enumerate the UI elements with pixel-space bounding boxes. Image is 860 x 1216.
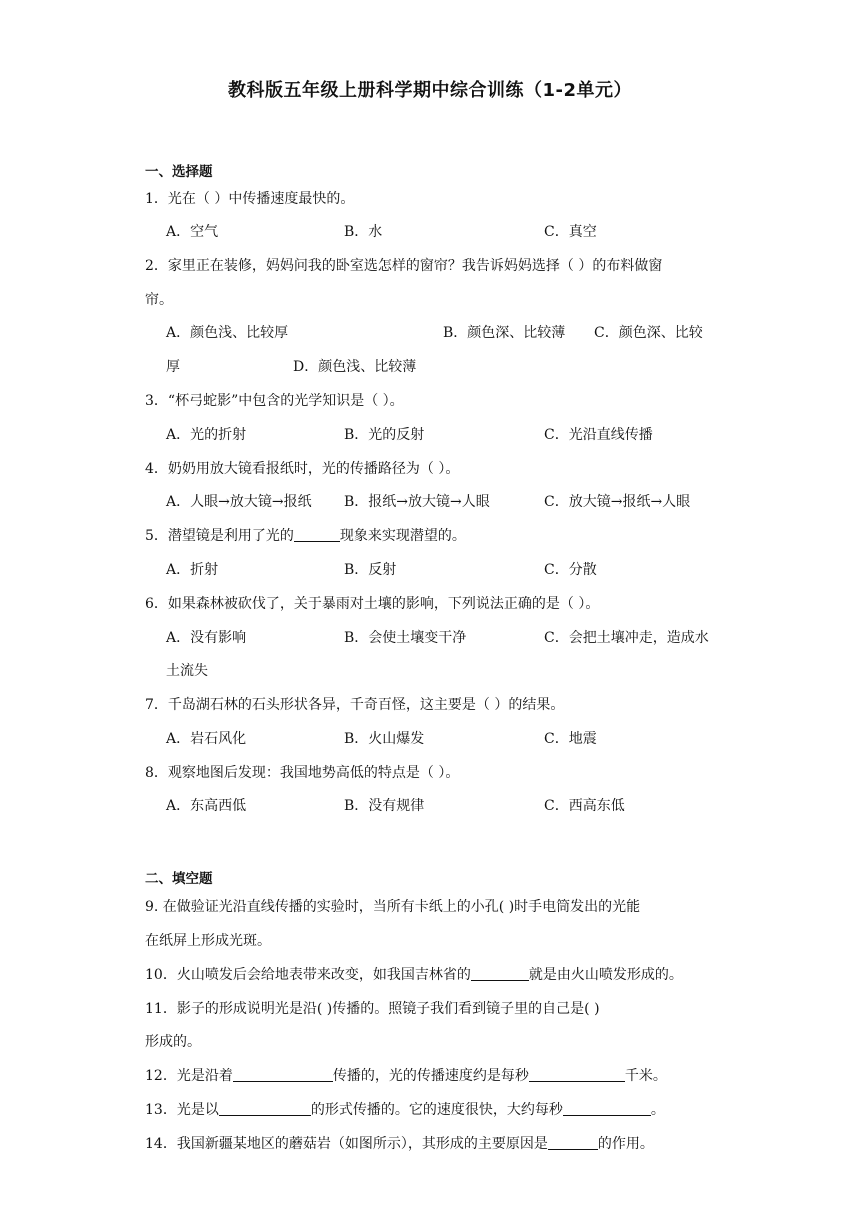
question-6: 6．如果森林被砍伐了，关于暴雨对土壤的影响，下列说法正确的是（ ）。 <box>145 596 600 612</box>
question-7: 7．千岛湖石林的石头形状各异，千奇百怪，这主要是（ ）的结果。 <box>145 697 565 713</box>
q2-option-a: A．颜色浅、比较厚 <box>166 325 289 341</box>
q6-option-b: B．会使土壤变干净 <box>344 630 467 646</box>
q7-option-a: A．岩石风化 <box>166 731 247 747</box>
q3-option-c: C．光沿直线传播 <box>544 427 653 443</box>
q14-pre: 14．我国新疆某地区的蘑菇岩（如图所示），其形成的主要原因是 <box>145 1136 548 1152</box>
q5-stem-pre: 5．潜望镜是利用了光的 <box>145 528 294 544</box>
q12-p3: 千米。 <box>624 1068 667 1084</box>
q8-option-b: B．没有规律 <box>344 798 425 814</box>
q3-option-a: A．光的折射 <box>166 427 247 443</box>
section-choice-title: 一、选择题 <box>145 164 213 180</box>
q2-option-d: D．颜色浅、比较薄 <box>293 359 417 375</box>
q7-option-b: B．火山爆发 <box>344 731 425 747</box>
question-8: 8．观察地图后发现：我国地势高低的特点是（ ）。 <box>145 765 460 781</box>
q2-option-b: B．颜色深、比较薄 <box>443 325 566 341</box>
q5-stem-post: 现象来实现潜望的。 <box>339 528 466 544</box>
q2-option-c: C．颜色深、比较 <box>594 325 703 341</box>
answer-blank <box>471 966 529 981</box>
answer-blank <box>529 1067 625 1082</box>
q2-option-c-cont: 厚 <box>166 359 180 375</box>
question-10 <box>145 964 683 984</box>
q3-option-b: B．光的反射 <box>344 427 425 443</box>
section-fill-title: 二、填空题 <box>145 871 213 887</box>
question-2: 2．家里正在装修，妈妈问我的卧室选怎样的窗帘？我告诉妈妈选择（ ）的布料做窗 <box>145 258 663 274</box>
question-12 <box>145 1065 667 1085</box>
question-4: 4．奶奶用放大镜看报纸时，光的传播路径为（ ）。 <box>145 461 460 477</box>
question-5 <box>145 525 466 545</box>
q5-option-a: A．折射 <box>166 562 219 578</box>
q12-p2: 传播的，光的传播速度约是每秒 <box>332 1068 529 1084</box>
question-14 <box>145 1133 654 1153</box>
answer-blank <box>548 1135 598 1150</box>
q6-option-c: C．会把土壤冲走，造成水 <box>544 630 709 646</box>
q8-option-c: C．西高东低 <box>544 798 625 814</box>
question-2-cont: 帘。 <box>145 292 173 308</box>
page-title: 教科版五年级上册科学期中综合训练（1-2单元） <box>227 80 633 101</box>
q5-option-c: C．分散 <box>544 562 597 578</box>
q10-post: 就是由火山喷发形成的。 <box>528 967 683 983</box>
q13-p2: 的形式传播的。它的速度很快，大约每秒 <box>310 1102 563 1118</box>
q1-option-c: C．真空 <box>544 224 597 240</box>
q10-pre: 10．火山喷发后会给地表带来改变，如我国吉林省的 <box>145 967 471 983</box>
q4-option-b: B．报纸→放大镜→人眼 <box>344 494 490 510</box>
q4-option-a: A．人眼→放大镜→报纸 <box>166 494 312 510</box>
q13-p1: 13．光是以 <box>145 1102 219 1118</box>
question-9-cont: 在纸屏上形成光斑。 <box>145 933 271 949</box>
answer-blank <box>563 1101 651 1116</box>
q1-option-b: B．水 <box>344 224 383 240</box>
answer-blank <box>219 1101 311 1116</box>
question-11-cont: 形成的。 <box>145 1034 201 1050</box>
q5-option-b: B．反射 <box>344 562 397 578</box>
question-9: 9. 在做验证光沿直线传播的实验时，当所有卡纸上的小孔( )时手电筒发出的光能 <box>145 899 641 915</box>
q14-post: 的作用。 <box>597 1136 654 1152</box>
answer-blank <box>294 527 340 542</box>
question-11: 11．影子的形成说明光是沿( )传播的。照镜子我们看到镜子里的自己是( ) <box>145 1001 600 1017</box>
q6-option-a: A．没有影响 <box>166 630 247 646</box>
question-1: 1．光在（ ）中传播速度最快的。 <box>145 191 355 207</box>
q8-option-a: A．东高西低 <box>166 798 247 814</box>
question-13 <box>145 1099 665 1119</box>
q6-option-c-cont: 土流失 <box>166 663 208 679</box>
q1-option-a: A．空气 <box>166 224 219 240</box>
q4-option-c: C．放大镜→报纸→人眼 <box>544 494 691 510</box>
answer-blank <box>233 1067 333 1082</box>
question-3: 3．“杯弓蛇影”中包含的光学知识是（ ）。 <box>145 393 404 409</box>
q7-option-c: C．地震 <box>544 731 597 747</box>
q12-p1: 12．光是沿着 <box>145 1068 233 1084</box>
q13-p3: 。 <box>650 1102 665 1118</box>
